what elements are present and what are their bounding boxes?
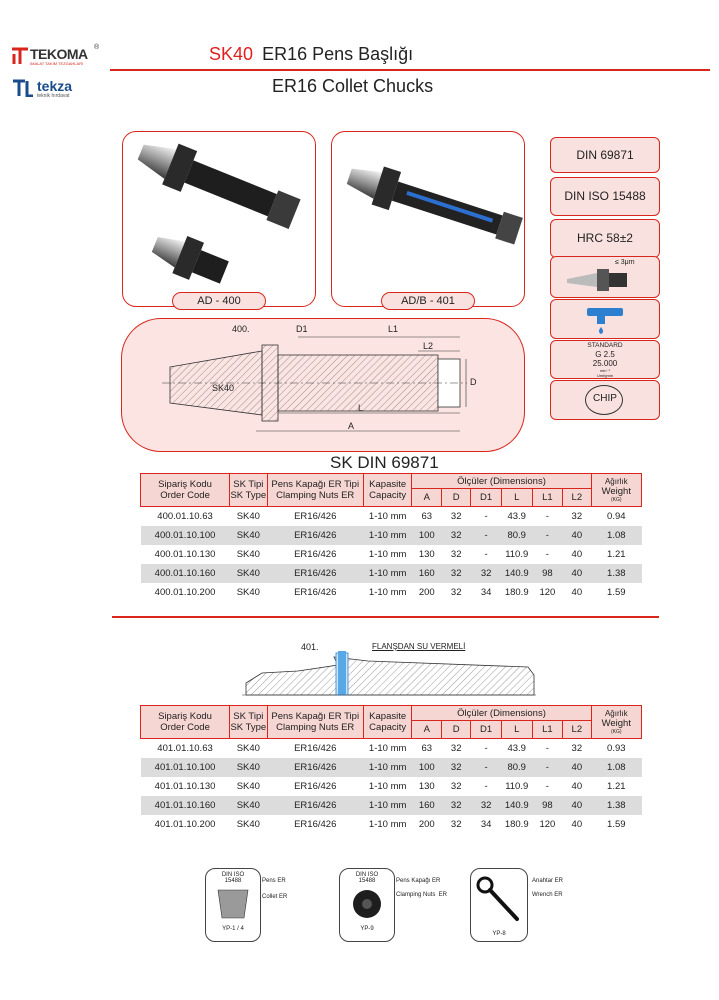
spec-table-400	[140, 473, 642, 602]
cell-code: 400.01.10.200	[154, 587, 216, 598]
accessory-wrench-tr: Anahtar ER	[532, 878, 564, 884]
table-row	[141, 777, 642, 796]
standard-unit2: Umfgmin	[596, 373, 613, 378]
col-weight-tr: Ağırlık	[604, 477, 628, 486]
cell-sk: SK40	[230, 564, 268, 583]
cell-sk: SK40	[236, 549, 260, 560]
col-weight-unit: (KG)	[611, 497, 622, 503]
cell-a: 160	[412, 796, 442, 815]
accessory-wrench-en: Wrench ER	[532, 892, 563, 898]
cell-code: 401.01.10.160	[141, 796, 230, 815]
cell-l: 180.9	[504, 819, 529, 830]
cell-l1: -	[545, 781, 549, 792]
cell-d1: -	[484, 743, 488, 754]
cell-d1: 32	[471, 796, 501, 815]
cell-d: 32	[450, 781, 462, 792]
col-d: D	[442, 721, 471, 739]
col-dimensions: Ölçüler (Dimensions)	[412, 474, 591, 489]
col-l1: L1	[532, 489, 563, 507]
cell-code: 401.01.10.130	[154, 781, 216, 792]
product-label-adb401: AD/B - 401	[381, 292, 475, 310]
cell-l: 140.9	[501, 796, 532, 815]
col-weight-tr: Ağırlık	[604, 709, 628, 718]
cell-l1: 120	[539, 587, 556, 598]
cell-l2: 32	[571, 511, 583, 522]
cell-l: 180.9	[504, 587, 529, 598]
cell-d: 32	[450, 587, 462, 598]
cell-l: 110.9	[505, 549, 529, 560]
cell-l: 80.9	[501, 758, 532, 777]
col-clamping-nut	[267, 706, 363, 739]
col-sk-en: SK Type	[230, 490, 267, 501]
cell-d: 32	[442, 564, 471, 583]
cell-d1: -	[484, 511, 488, 522]
cell-nut: ER16/426	[267, 526, 363, 545]
col-order-tr: Sipariş Kodu	[158, 711, 212, 722]
cell-sk: SK40	[230, 758, 268, 777]
cell-l2: 40	[571, 549, 583, 560]
cell-l: 43.9	[507, 743, 526, 754]
badge-balance-standard	[550, 340, 660, 379]
table-row	[141, 739, 642, 759]
cell-a: 100	[412, 758, 442, 777]
cell-code: 401.01.10.200	[154, 819, 216, 830]
cell-l2: 40	[571, 819, 583, 830]
tekoma-name: TEKOMA	[30, 46, 88, 62]
cell-d1: 34	[480, 819, 492, 830]
col-weight-en: Weight	[601, 718, 631, 729]
col-cap-en: Capacity	[369, 722, 407, 733]
cell-cap: 1-10 mm	[368, 587, 407, 598]
drawing1-ref: 400.	[232, 324, 250, 334]
cell-w: 0.93	[607, 743, 626, 754]
page-title	[209, 44, 413, 65]
cell-code: 401.01.10.63	[157, 743, 213, 754]
cell-l1: -	[545, 743, 549, 754]
cell-a: 63	[421, 743, 433, 754]
registered-mark: ®	[94, 44, 100, 51]
col-sk-type	[230, 474, 268, 507]
table-row	[141, 758, 642, 777]
cell-a: 200	[418, 819, 435, 830]
tekza-logo	[12, 78, 92, 100]
cell-l: 80.9	[501, 526, 532, 545]
cell-nut: ER16/426	[294, 511, 337, 522]
cell-l1: -	[545, 549, 549, 560]
col-nut-en: Clamping Nuts ER	[276, 490, 355, 501]
cell-sk: SK40	[230, 526, 268, 545]
cell-nut: ER16/426	[267, 796, 363, 815]
col-cap-tr: Kapasite	[369, 479, 407, 490]
cell-l1: -	[532, 758, 563, 777]
tekoma-logo	[10, 44, 100, 66]
badge-coolant	[550, 299, 660, 339]
cell-d1: -	[471, 758, 501, 777]
col-l: L	[501, 721, 532, 739]
cell-l2: 40	[563, 526, 591, 545]
badge-hrc: HRC 58±2	[550, 219, 660, 258]
cell-sk: SK40	[236, 819, 260, 830]
standard-rpm: 25.000	[592, 359, 618, 368]
cell-l1: -	[545, 511, 549, 522]
cell-d1: -	[471, 526, 501, 545]
cell-d: 32	[442, 796, 471, 815]
table-row	[141, 526, 642, 545]
accessory-collet-std: DIN ISO	[221, 872, 245, 878]
drawing2-ref: 401.	[301, 642, 319, 652]
badge-din-69871: DIN 69871	[550, 137, 660, 173]
col-cap-tr: Kapasite	[369, 711, 407, 722]
cell-cap: 1-10 mm	[363, 758, 412, 777]
col-weight	[591, 706, 641, 739]
cell-a: 130	[418, 549, 435, 560]
cell-w: 1.08	[591, 526, 641, 545]
col-nut-tr: Pens Kapağı ER Tipi	[271, 711, 360, 722]
cell-w: 1.08	[591, 758, 641, 777]
cell-cap: 1-10 mm	[363, 796, 412, 815]
cell-l2: 40	[563, 758, 591, 777]
accessory-nut-code: YP-9	[360, 926, 374, 932]
cell-l2: 32	[571, 743, 583, 754]
col-nut-en: Clamping Nuts ER	[276, 722, 355, 733]
cell-sk: SK40	[236, 743, 260, 754]
col-clamping-nut	[267, 474, 363, 507]
cell-nut: ER16/426	[294, 743, 337, 754]
cell-w: 1.21	[607, 549, 626, 560]
cell-nut: ER16/426	[267, 564, 363, 583]
spec-table-401	[140, 705, 642, 834]
badge-runout	[550, 256, 660, 298]
cell-w: 1.59	[607, 587, 626, 598]
cell-cap: 1-10 mm	[363, 526, 412, 545]
col-order-en: Order Code	[160, 722, 210, 733]
cell-cap: 1-10 mm	[368, 781, 407, 792]
cell-cap: 1-10 mm	[368, 819, 407, 830]
accessory-collet-code: YP-1 / 4	[222, 926, 244, 932]
product-card-adb401	[331, 131, 525, 307]
accessory-collet-tr: Pens ER	[262, 878, 286, 884]
cell-d1: 34	[480, 587, 492, 598]
cell-nut: ER16/426	[267, 758, 363, 777]
tekoma-tagline: IMALAT TAKIM TEZGAHLARI	[30, 61, 84, 66]
badge-din-iso-15488: DIN ISO 15488	[550, 177, 660, 216]
cell-l2: 40	[563, 796, 591, 815]
cell-l2: 40	[563, 564, 591, 583]
accessory-clamping-nut	[339, 868, 395, 942]
cell-l1: 98	[532, 564, 563, 583]
cell-w: 0.94	[607, 511, 626, 522]
cell-a: 130	[418, 781, 435, 792]
section-divider	[112, 616, 659, 618]
cell-sk: SK40	[236, 587, 260, 598]
drawing-ad400-svg	[122, 319, 524, 451]
col-l: L	[501, 489, 532, 507]
standard-title: STANDARD	[587, 342, 623, 349]
chip-label: CHIP	[593, 393, 617, 404]
cell-d: 32	[450, 511, 462, 522]
cell-d: 32	[450, 743, 462, 754]
col-a: A	[412, 721, 442, 739]
col-order-tr: Sipariş Kodu	[158, 479, 212, 490]
cell-cap: 1-10 mm	[368, 511, 407, 522]
cell-code: 400.01.10.63	[157, 511, 213, 522]
col-dimensions: Ölçüler (Dimensions)	[412, 706, 591, 721]
col-l2: L2	[563, 721, 591, 739]
col-l1: L1	[532, 721, 563, 739]
accessory-nut-tr: Pens Kapağı ER	[396, 878, 441, 884]
cell-nut: ER16/426	[294, 587, 337, 598]
col-capacity	[363, 706, 412, 739]
clamping-nut-icon	[340, 884, 394, 924]
section-title: SK DIN 69871	[330, 453, 439, 472]
coolant-icon	[551, 300, 659, 338]
col-d: D	[442, 489, 471, 507]
accessory-collet-en: Collet ER	[262, 894, 288, 900]
table-row	[141, 507, 642, 527]
adb401-photo	[332, 132, 524, 306]
cell-cap: 1-10 mm	[368, 549, 407, 560]
cell-l1: 98	[532, 796, 563, 815]
runout-icon	[551, 257, 659, 297]
drawing1-l1: L1	[388, 324, 399, 334]
col-sk-type	[230, 706, 268, 739]
page-subtitle: ER16 Collet Chucks	[272, 76, 434, 96]
cell-sk: SK40	[236, 511, 260, 522]
table-row	[141, 545, 642, 564]
cell-w: 1.59	[607, 819, 626, 830]
cell-code: 400.01.10.160	[141, 564, 230, 583]
cell-code: 401.01.10.100	[141, 758, 230, 777]
cell-w: 1.38	[591, 796, 641, 815]
tekoma-logo-icon	[10, 46, 30, 66]
cell-d: 32	[450, 819, 462, 830]
cell-cap: 1-10 mm	[368, 743, 407, 754]
cell-a: 63	[421, 511, 433, 522]
table-row	[141, 583, 642, 602]
title-code: SK40	[209, 44, 254, 64]
cell-nut: ER16/426	[294, 549, 337, 560]
cell-sk: SK40	[236, 781, 260, 792]
table-row	[141, 796, 642, 815]
col-d1: D1	[471, 489, 501, 507]
col-cap-en: Capacity	[369, 490, 407, 501]
standard-unit: min⁻¹	[600, 368, 610, 373]
col-sk-en: SK Type	[230, 722, 267, 733]
col-d1: D1	[471, 721, 501, 739]
accessory-nut-std2: 15488	[358, 878, 376, 884]
cell-l: 43.9	[507, 511, 526, 522]
cell-w: 1.38	[591, 564, 641, 583]
drawing-adb401	[238, 637, 538, 701]
cell-a: 100	[412, 526, 442, 545]
col-weight-en: Weight	[601, 486, 631, 497]
drawing1-l: L	[358, 403, 364, 413]
accessory-wrench-code: YP-8	[492, 931, 506, 937]
drawing1-d: D	[470, 377, 477, 387]
drawing-ad400	[121, 318, 525, 452]
cell-nut: ER16/426	[294, 819, 337, 830]
cell-w: 1.21	[607, 781, 626, 792]
standard-grade: G 2.5	[595, 350, 615, 359]
accessory-collet	[205, 868, 261, 942]
badge-chip	[550, 380, 660, 420]
drawing2-note: FLANŞDAN SU VERMELİ	[372, 642, 466, 651]
cell-cap: 1-10 mm	[363, 564, 412, 583]
cell-d: 32	[442, 758, 471, 777]
cell-d1: -	[484, 549, 488, 560]
col-weight	[591, 474, 641, 507]
col-l2: L2	[563, 489, 591, 507]
cell-a: 160	[412, 564, 442, 583]
tekza-name: tekza	[37, 78, 73, 94]
col-nut-tr: Pens Kapağı ER Tipi	[271, 479, 360, 490]
cell-d1: -	[484, 781, 488, 792]
cell-nut: ER16/426	[294, 781, 337, 792]
ad400-photo	[123, 132, 315, 306]
drawing1-sk: SK40	[212, 383, 235, 393]
cell-d: 32	[450, 549, 462, 560]
col-order-code	[141, 474, 230, 507]
cell-d: 32	[442, 526, 471, 545]
tekza-tagline: teknik hırdavat	[37, 93, 70, 99]
cell-a: 200	[418, 587, 435, 598]
table-row	[141, 815, 642, 834]
cell-l2: 40	[571, 781, 583, 792]
accessory-collet-std2: 15488	[224, 878, 242, 884]
drawing1-d1: D1	[296, 324, 308, 334]
accessory-wrench	[470, 868, 528, 942]
accessory-nut-en: Clamping Nuts ER	[396, 892, 448, 898]
col-a: A	[412, 489, 442, 507]
drawing1-l2: L2	[423, 341, 434, 351]
product-card-ad400	[122, 131, 316, 307]
cell-l: 140.9	[501, 564, 532, 583]
cell-l: 110.9	[505, 781, 529, 792]
wrench-icon	[471, 869, 527, 929]
drawing1-a: A	[348, 421, 355, 431]
collet-icon	[206, 884, 260, 924]
cell-code: 400.01.10.100	[141, 526, 230, 545]
col-order-en: Order Code	[160, 490, 210, 501]
cell-sk: SK40	[230, 796, 268, 815]
table-row	[141, 564, 642, 583]
header-divider	[110, 69, 710, 71]
cell-l1: -	[532, 526, 563, 545]
cell-d1: 32	[471, 564, 501, 583]
tekza-logo-icon	[12, 79, 34, 97]
col-order-code	[141, 706, 230, 739]
cell-code: 400.01.10.130	[154, 549, 216, 560]
col-sk-tr: SK Tipi	[233, 711, 264, 722]
accessory-nut-std: DIN ISO	[355, 872, 379, 878]
col-sk-tr: SK Tipi	[233, 479, 264, 490]
col-capacity	[363, 474, 412, 507]
title-tr: ER16 Pens Başlığı	[262, 44, 414, 64]
runout-value: ≤ 3μm	[615, 259, 635, 266]
cell-l2: 40	[571, 587, 583, 598]
cell-l1: 120	[539, 819, 556, 830]
product-label-ad400: AD - 400	[172, 292, 266, 310]
col-weight-unit: (KG)	[611, 729, 622, 735]
